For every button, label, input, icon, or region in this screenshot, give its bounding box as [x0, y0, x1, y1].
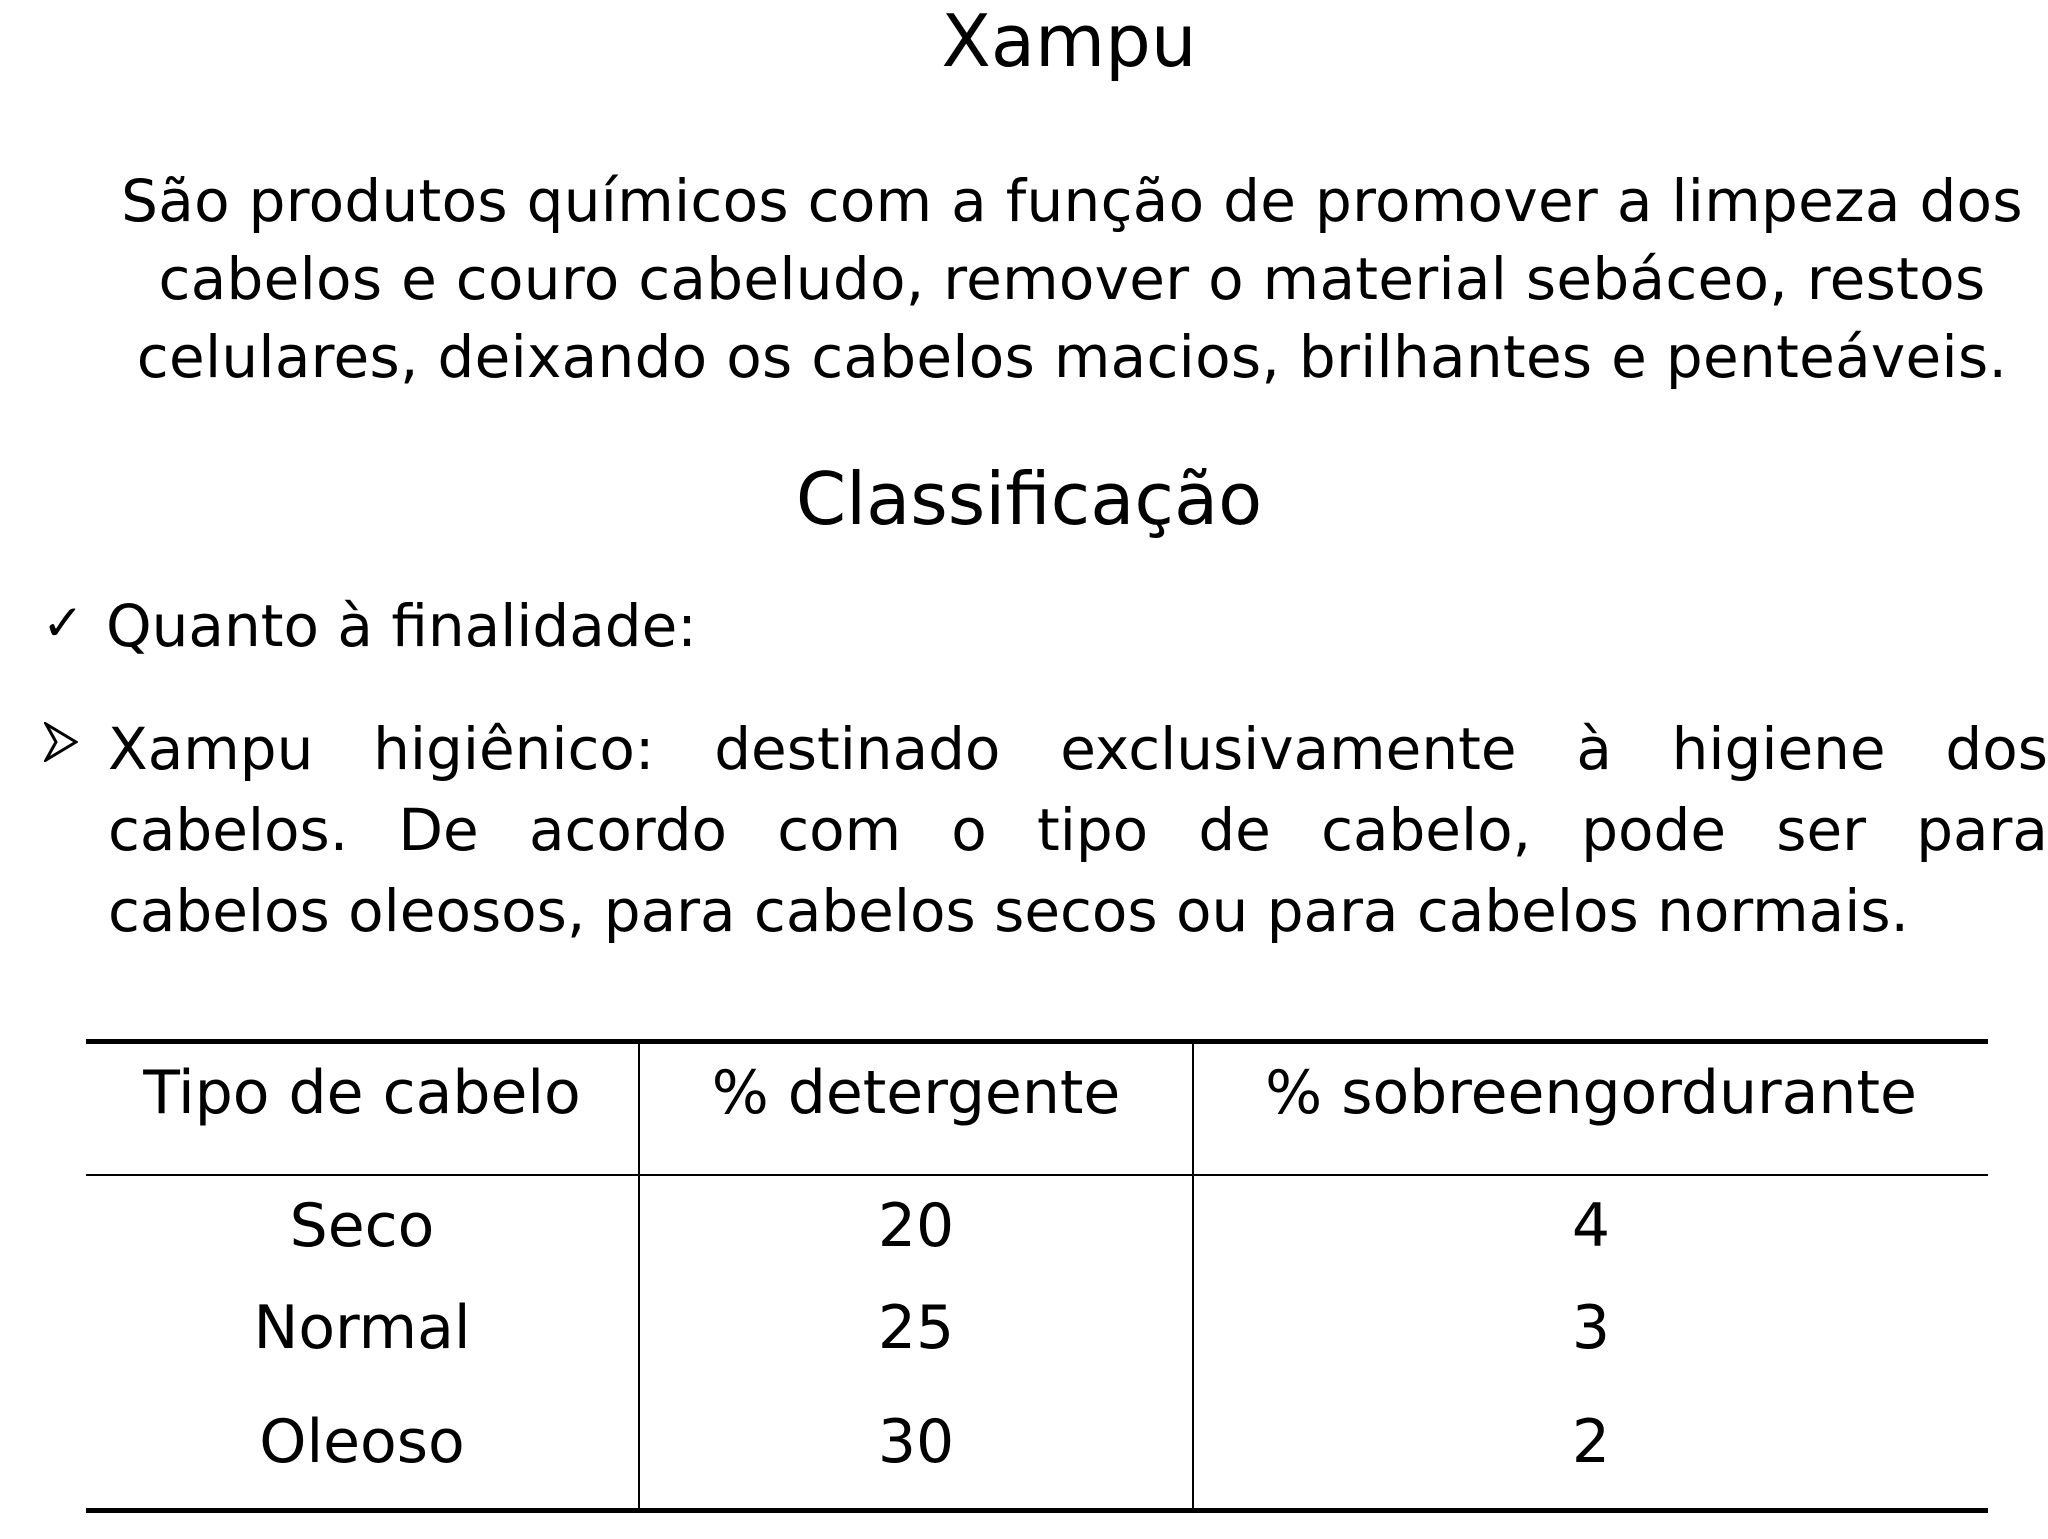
word: com	[777, 796, 902, 864]
word: de	[1198, 796, 1271, 864]
word: higiene	[1671, 715, 1886, 783]
intro-line: São produtos químicos com a função de promover a limpeza dos	[121, 167, 2023, 235]
word: higiênico:	[373, 715, 655, 783]
word: cabelo,	[1321, 796, 1532, 864]
table-cell: 4	[1571, 1191, 1611, 1261]
word: tipo	[1036, 796, 1149, 864]
table-cell: 20	[877, 1191, 955, 1261]
word: destinado	[714, 715, 1001, 783]
check-icon: ✓	[42, 594, 84, 652]
word: ser	[1776, 796, 1866, 864]
column-header-hair-type: Tipo de cabelo	[143, 1058, 581, 1128]
criterion-label: Quanto à finalidade:	[106, 592, 697, 660]
table-cell: 3	[1571, 1293, 1611, 1363]
section-title: Classificação	[795, 457, 1263, 541]
column-header-detergent: % detergente	[711, 1058, 1121, 1128]
word: pode	[1581, 796, 1727, 864]
table-cell: Oleoso	[259, 1407, 465, 1477]
hygienic-line: cabelos oleosos, para cabelos secos ou para cabelos normais.	[108, 877, 1909, 945]
hygienic-line	[108, 796, 2048, 865]
word: para	[1916, 796, 2048, 864]
hygienic-line	[108, 715, 2048, 784]
word: Xampu	[108, 715, 314, 783]
word: dos	[1945, 715, 2048, 783]
word: De	[398, 796, 479, 864]
table-bottom-rule	[86, 1508, 1988, 1513]
intro-line: celulares, deixando os cabelos macios, brilhantes e penteáveis.	[136, 323, 2008, 391]
table-top-rule	[86, 1039, 1988, 1044]
arrow-icon	[44, 722, 78, 762]
page-title: Xampu	[941, 0, 1197, 83]
word: exclusivamente	[1060, 715, 1517, 783]
table-cell: Normal	[253, 1293, 471, 1363]
word: o	[951, 796, 987, 864]
word: à	[1576, 715, 1612, 783]
intro-line: cabelos e couro cabeludo, remover o material sebáceo, restos	[158, 245, 1986, 313]
table-cell: Seco	[289, 1191, 435, 1261]
word: cabelos.	[108, 796, 349, 864]
column-header-superfatting: % sobreengordurante	[1265, 1058, 1917, 1128]
table-header-rule	[86, 1174, 1988, 1176]
table-cell: 2	[1571, 1407, 1611, 1477]
table-cell: 30	[877, 1407, 955, 1477]
word: acordo	[528, 796, 727, 864]
table-cell: 25	[877, 1293, 955, 1363]
